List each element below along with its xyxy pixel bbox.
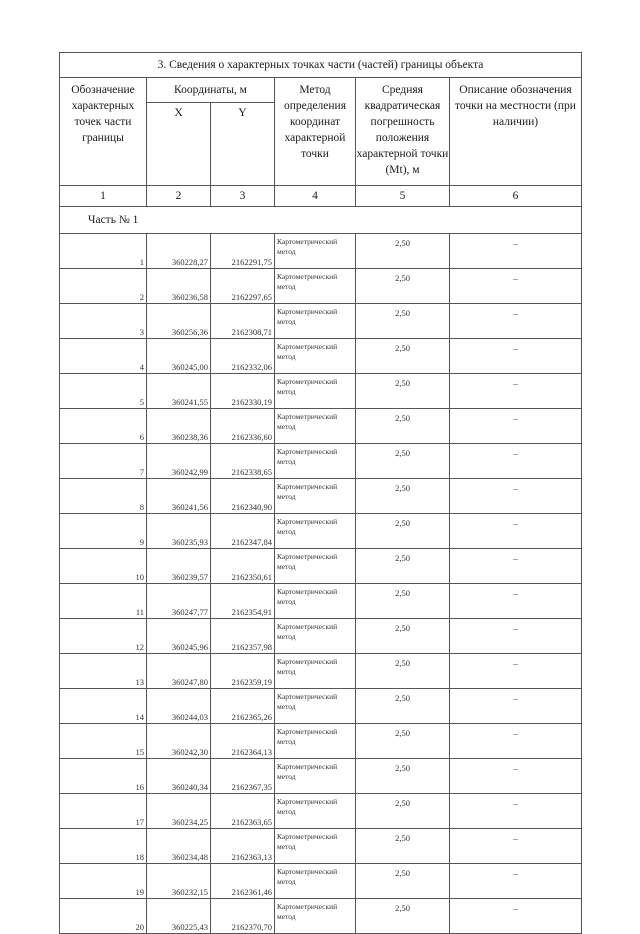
point-number: 14 — [60, 689, 147, 724]
column-numbering-row — [60, 186, 582, 207]
table-row — [60, 899, 582, 934]
column-number: 1 — [60, 186, 147, 207]
method-cell: Картометрический метод — [275, 374, 356, 409]
header-designation: Обозначение характерных точек части границы — [60, 78, 147, 186]
coordinate-x: 360240,34 — [147, 759, 211, 794]
description-cell: – — [450, 444, 582, 479]
coordinate-y: 2162354,91 — [211, 584, 275, 619]
method-cell: Картометрический метод — [275, 759, 356, 794]
point-number: 16 — [60, 759, 147, 794]
point-number: 9 — [60, 514, 147, 549]
point-number: 12 — [60, 619, 147, 654]
description-cell: – — [450, 269, 582, 304]
header-y: Y — [211, 103, 275, 186]
description-cell: – — [450, 759, 582, 794]
point-number: 2 — [60, 269, 147, 304]
coordinate-y: 2162332,06 — [211, 339, 275, 374]
point-number: 19 — [60, 864, 147, 899]
description-cell: – — [450, 864, 582, 899]
coordinate-y: 2162365,26 — [211, 689, 275, 724]
header-method: Метод определения координат характерной точки — [275, 78, 356, 186]
method-cell: Картометрический метод — [275, 899, 356, 934]
accuracy-cell: 2,50 — [356, 479, 450, 514]
coordinate-x: 360245,00 — [147, 339, 211, 374]
table-row — [60, 759, 582, 794]
table-row — [60, 409, 582, 444]
table-row — [60, 689, 582, 724]
coordinate-y: 2162350,61 — [211, 549, 275, 584]
coordinate-x: 360232,15 — [147, 864, 211, 899]
description-cell: – — [450, 584, 582, 619]
description-cell: – — [450, 654, 582, 689]
method-cell: Картометрический метод — [275, 829, 356, 864]
accuracy-cell: 2,50 — [356, 514, 450, 549]
coordinate-y: 2162357,98 — [211, 619, 275, 654]
table-row — [60, 514, 582, 549]
description-cell: – — [450, 794, 582, 829]
point-number: 3 — [60, 304, 147, 339]
description-cell: – — [450, 409, 582, 444]
accuracy-cell: 2,50 — [356, 409, 450, 444]
description-cell: – — [450, 234, 582, 269]
description-cell: – — [450, 829, 582, 864]
coordinate-x: 360244,03 — [147, 689, 211, 724]
accuracy-cell: 2,50 — [356, 374, 450, 409]
method-cell: Картометрический метод — [275, 514, 356, 549]
column-number: 6 — [450, 186, 582, 207]
table-row — [60, 829, 582, 864]
method-cell: Картометрический метод — [275, 549, 356, 584]
accuracy-cell: 2,50 — [356, 339, 450, 374]
table-row — [60, 794, 582, 829]
table-row — [60, 444, 582, 479]
table-title: 3. Сведения о характерных точках части (частей) границы объекта — [60, 53, 582, 78]
point-number: 17 — [60, 794, 147, 829]
coordinate-x: 360256,36 — [147, 304, 211, 339]
method-cell: Картометрический метод — [275, 794, 356, 829]
header-coordinates: Координаты, м — [147, 78, 275, 103]
method-cell: Картометрический метод — [275, 304, 356, 339]
table-row — [60, 654, 582, 689]
point-number: 13 — [60, 654, 147, 689]
coordinate-y: 2162340,90 — [211, 479, 275, 514]
description-cell: – — [450, 724, 582, 759]
point-number: 10 — [60, 549, 147, 584]
description-cell: – — [450, 374, 582, 409]
table-row — [60, 619, 582, 654]
point-number: 8 — [60, 479, 147, 514]
coordinate-y: 2162363,65 — [211, 794, 275, 829]
point-number: 4 — [60, 339, 147, 374]
accuracy-cell: 2,50 — [356, 269, 450, 304]
method-cell: Картометрический метод — [275, 724, 356, 759]
column-number: 2 — [147, 186, 211, 207]
point-number: 1 — [60, 234, 147, 269]
description-cell: – — [450, 514, 582, 549]
point-number: 20 — [60, 899, 147, 934]
accuracy-cell: 2,50 — [356, 654, 450, 689]
accuracy-cell: 2,50 — [356, 724, 450, 759]
method-cell: Картометрический метод — [275, 479, 356, 514]
method-cell: Картометрический метод — [275, 584, 356, 619]
description-cell: – — [450, 619, 582, 654]
table-row — [60, 479, 582, 514]
coordinate-y: 2162363,13 — [211, 829, 275, 864]
method-cell: Картометрический метод — [275, 409, 356, 444]
coordinate-x: 360239,57 — [147, 549, 211, 584]
method-cell: Картометрический метод — [275, 864, 356, 899]
accuracy-cell: 2,50 — [356, 584, 450, 619]
part-label: Часть № 1 — [60, 207, 582, 234]
description-cell: – — [450, 339, 582, 374]
coordinate-x: 360228,27 — [147, 234, 211, 269]
column-number: 5 — [356, 186, 450, 207]
coordinate-y: 2162347,84 — [211, 514, 275, 549]
points-body — [60, 234, 582, 934]
method-cell: Картометрический метод — [275, 269, 356, 304]
coordinate-y: 2162297,65 — [211, 269, 275, 304]
description-cell: – — [450, 479, 582, 514]
method-cell: Картометрический метод — [275, 619, 356, 654]
coordinate-x: 360247,77 — [147, 584, 211, 619]
accuracy-cell: 2,50 — [356, 444, 450, 479]
accuracy-cell: 2,50 — [356, 549, 450, 584]
header-accuracy: Средняя квадратическая погрешность положения характерной точки (Mt), м — [356, 78, 450, 186]
description-cell: – — [450, 549, 582, 584]
coordinate-y: 2162367,35 — [211, 759, 275, 794]
accuracy-cell: 2,50 — [356, 864, 450, 899]
header-x: X — [147, 103, 211, 186]
accuracy-cell: 2,50 — [356, 759, 450, 794]
point-number: 18 — [60, 829, 147, 864]
coordinate-x: 360245,96 — [147, 619, 211, 654]
coordinate-y: 2162330,19 — [211, 374, 275, 409]
table-row — [60, 584, 582, 619]
coordinate-x: 360247,80 — [147, 654, 211, 689]
coordinate-y: 2162291,75 — [211, 234, 275, 269]
description-cell: – — [450, 689, 582, 724]
point-number: 15 — [60, 724, 147, 759]
table-row — [60, 304, 582, 339]
table-row — [60, 724, 582, 759]
table-row — [60, 864, 582, 899]
boundary-points-table — [59, 52, 582, 934]
coordinate-y: 2162308,71 — [211, 304, 275, 339]
coordinate-x: 360238,36 — [147, 409, 211, 444]
accuracy-cell: 2,50 — [356, 899, 450, 934]
description-cell: – — [450, 899, 582, 934]
point-number: 6 — [60, 409, 147, 444]
coordinate-x: 360234,25 — [147, 794, 211, 829]
point-number: 5 — [60, 374, 147, 409]
coordinate-x: 360235,93 — [147, 514, 211, 549]
table-row — [60, 339, 582, 374]
method-cell: Картометрический метод — [275, 689, 356, 724]
column-number: 4 — [275, 186, 356, 207]
coordinate-x: 360236,58 — [147, 269, 211, 304]
table-row — [60, 549, 582, 584]
coordinate-y: 2162338,65 — [211, 444, 275, 479]
point-number: 11 — [60, 584, 147, 619]
table-row — [60, 234, 582, 269]
coordinate-y: 2162336,60 — [211, 409, 275, 444]
column-number: 3 — [211, 186, 275, 207]
accuracy-cell: 2,50 — [356, 234, 450, 269]
accuracy-cell: 2,50 — [356, 619, 450, 654]
accuracy-cell: 2,50 — [356, 689, 450, 724]
point-number: 7 — [60, 444, 147, 479]
accuracy-cell: 2,50 — [356, 304, 450, 339]
coordinate-x: 360242,99 — [147, 444, 211, 479]
accuracy-cell: 2,50 — [356, 794, 450, 829]
header-description: Описание обозначения точки на местности (при наличии) — [450, 78, 582, 186]
method-cell: Картометрический метод — [275, 339, 356, 374]
coordinate-x: 360225,43 — [147, 899, 211, 934]
method-cell: Картометрический метод — [275, 654, 356, 689]
table-row — [60, 269, 582, 304]
coordinate-x: 360241,55 — [147, 374, 211, 409]
method-cell: Картометрический метод — [275, 444, 356, 479]
coordinate-y: 2162361,46 — [211, 864, 275, 899]
coordinate-y: 2162370,70 — [211, 899, 275, 934]
coordinate-y: 2162359,19 — [211, 654, 275, 689]
description-cell: – — [450, 304, 582, 339]
coordinate-x: 360234,48 — [147, 829, 211, 864]
coordinate-x: 360242,30 — [147, 724, 211, 759]
table-row — [60, 374, 582, 409]
coordinate-y: 2162364,13 — [211, 724, 275, 759]
method-cell: Картометрический метод — [275, 234, 356, 269]
accuracy-cell: 2,50 — [356, 829, 450, 864]
coordinate-x: 360241,56 — [147, 479, 211, 514]
